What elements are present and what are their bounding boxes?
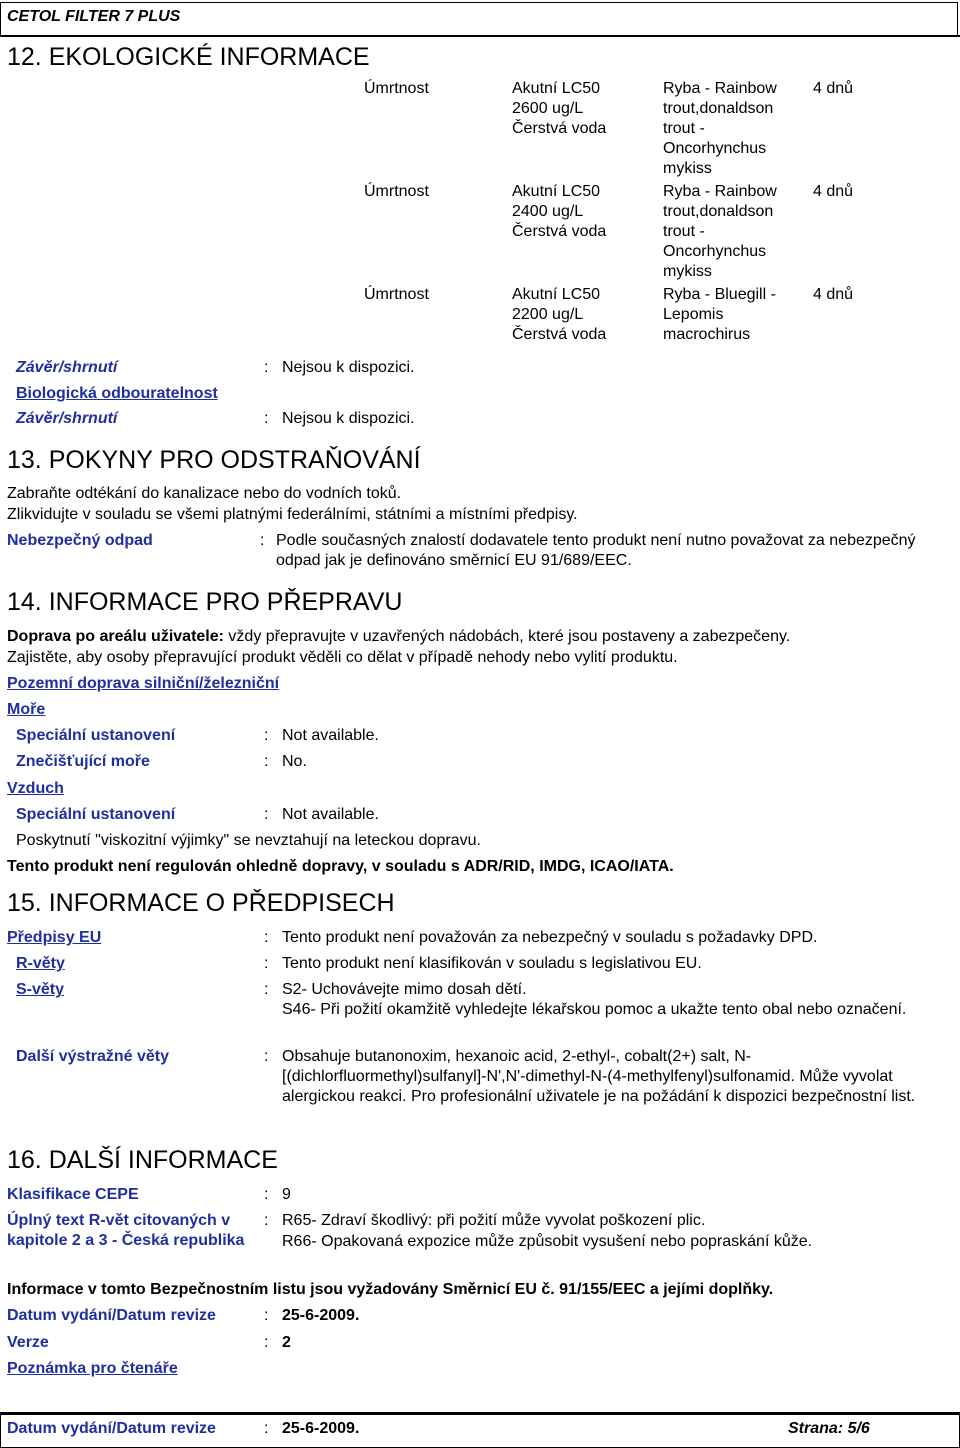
sea-special-value: Not available. — [282, 727, 379, 744]
footer-page-number: Strana: 5/6 — [788, 1420, 870, 1437]
tox-species: Ryba - Bluegill - Lepomis macrochirus — [663, 286, 776, 343]
colon: : — [264, 1420, 269, 1437]
tox-test: Akutní LC50 2600 ug/L Čerstvá voda — [512, 80, 607, 137]
conclusion-label-2: Závěr/shrnutí — [16, 410, 118, 427]
colon: : — [264, 955, 269, 972]
tox-duration: 4 dnů — [813, 183, 854, 200]
s-phrases-link[interactable]: S-věty — [16, 981, 65, 998]
colon: : — [264, 1334, 269, 1351]
hazardous-waste-label: Nebezpečný odpad — [7, 532, 153, 549]
r66-text: R66- Opakovaná expozice může způsobit vysušení nebo popraskání kůže. — [282, 1233, 813, 1250]
air-link[interactable]: Vzduch — [7, 780, 64, 797]
colon: : — [264, 727, 269, 744]
colon: : — [260, 532, 265, 549]
section-15-heading: 15. INFORMACE O PŘEDPISECH — [7, 889, 395, 917]
r-phrases-link[interactable]: R-věty — [16, 955, 65, 972]
colon: : — [264, 929, 269, 946]
section-13-heading: 13. POKYNY PRO ODSTRAŇOVÁNÍ — [7, 446, 421, 474]
sea-special-label: Speciální ustanovení — [16, 727, 176, 744]
footer-date-value: 25-6-2009. — [282, 1420, 360, 1437]
s-phrase-s2: S2- Uchovávejte mimo dosah dětí. — [282, 981, 527, 998]
transport-line-2: Zajistěte, aby osoby přepravující produkt věděli co dělat v případě nehody nebo vylití produktu. — [7, 649, 678, 666]
tox-effect: Úmrtnost — [364, 80, 429, 97]
transport-user-premises — [7, 627, 790, 647]
not-regulated-note: Tento produkt není regulován ohledně dopravy, v souladu s ADR/RID, IMDG, ICAO/IATA. — [7, 858, 674, 875]
air-note: Poskytnutí "viskozitní výjimky" se nevztahují na leteckou dopravu. — [16, 832, 481, 849]
cepe-label: Klasifikace CEPE — [7, 1186, 139, 1203]
transport-rest: vždy přepravujte v uzavřených nádobách, které jsou postaveny a zabezpečeny. — [223, 628, 791, 645]
reader-note-link[interactable]: Poznámka pro čtenáře — [7, 1360, 178, 1377]
r65-text: R65- Zdraví škodlivý: při požití může vyvolat poškození plic. — [282, 1212, 706, 1229]
hazardous-waste-value: Podle současných znalostí dodavatele tento produkt není nutno považovat za nebezpečný odpad jak je definováno směrnicí EU 91/689/EEC. — [276, 532, 916, 569]
tox-test: Akutní LC50 2200 ug/L Čerstvá voda — [512, 286, 607, 343]
cepe-value: 9 — [282, 1186, 291, 1203]
r-phrases-value: Tento produkt není klasifikován v souladu s legislativou EU. — [282, 955, 702, 972]
tox-duration: 4 dnů — [813, 80, 854, 97]
eu-regulations-value: Tento produkt není považován za nebezpečný v souladu s požadavky DPD. — [282, 929, 818, 946]
colon: : — [264, 1186, 269, 1203]
issue-date-value: 25-6-2009. — [282, 1307, 360, 1324]
tox-effect: Úmrtnost — [364, 183, 429, 200]
colon: : — [264, 806, 269, 823]
conclusion-value: Nejsou k dispozici. — [282, 359, 415, 376]
tox-species: Ryba - Rainbow trout,donaldson trout - Oncorhynchus mykiss — [663, 183, 777, 280]
conclusion-label: Závěr/shrnutí — [16, 359, 118, 376]
section-14-heading: 14. INFORMACE PRO PŘEPRAVU — [7, 588, 403, 616]
directive-info: Informace v tomto Bezpečnostním listu jsou vyžadovány Směrnicí EU č. 91/155/EEC a jejími doplňky. — [7, 1281, 774, 1298]
additional-warnings-label: Další výstražné věty — [16, 1048, 169, 1065]
s-phrase-s46: S46- Při požití okamžitě vyhledejte lékařskou pomoc a ukažte tento obal nebo označení. — [282, 1001, 907, 1018]
marine-pollutant-label: Znečišťující moře — [16, 753, 150, 770]
conclusion-value-2: Nejsou k dispozici. — [282, 410, 415, 427]
tox-effect: Úmrtnost — [364, 286, 429, 303]
air-special-label: Speciální ustanovení — [16, 806, 176, 823]
colon: : — [264, 410, 269, 427]
disposal-line-1: Zabraňte odtékání do kanalizace nebo do vodních toků. — [7, 485, 402, 502]
section-16-heading: 16. DALŠÍ INFORMACE — [7, 1146, 278, 1174]
disposal-line-2: Zlikvidujte v souladu se všemi platnými federálními, státními a místními předpisy. — [7, 506, 578, 523]
air-special-value: Not available. — [282, 806, 379, 823]
header-rule — [0, 35, 960, 37]
colon: : — [264, 359, 269, 376]
r-text-label: Úplný text R-vět citovaných v kapitole 2 a 3 - Česká republika — [7, 1212, 245, 1249]
transport-bold-lead: Doprava po areálu uživatele: — [7, 628, 224, 645]
section-12-heading: 12. EKOLOGICKÉ INFORMACE — [7, 43, 370, 71]
tox-duration: 4 dnů — [813, 286, 854, 303]
biodegradability-link[interactable]: Biologická odbouratelnost — [16, 385, 218, 402]
road-rail-link[interactable]: Pozemní doprava silniční/železniční — [7, 675, 280, 692]
colon: : — [264, 1048, 269, 1065]
tox-test: Akutní LC50 2400 ug/L Čerstvá voda — [512, 183, 607, 240]
colon: : — [264, 1307, 269, 1324]
version-value: 2 — [282, 1334, 291, 1351]
colon: : — [264, 753, 269, 770]
version-label: Verze — [7, 1334, 49, 1351]
colon: : — [264, 981, 269, 998]
colon: : — [264, 1212, 269, 1229]
tox-species: Ryba - Rainbow trout,donaldson trout - Oncorhynchus mykiss — [663, 80, 777, 177]
marine-pollutant-value: No. — [282, 753, 307, 770]
sea-link[interactable]: Moře — [7, 701, 46, 718]
document-title: CETOL FILTER 7 PLUS — [7, 8, 181, 25]
eu-regulations-link[interactable]: Předpisy EU — [7, 929, 102, 946]
issue-date-label: Datum vydání/Datum revize — [7, 1307, 216, 1324]
additional-warnings-value: Obsahuje butanonoxim, hexanoic acid, 2-ethyl-, cobalt(2+) salt, N-[(dichlorfluormethyl)sulfanyl]-N',N'-dimethyl-N-(4-methylfenyl)sulfonamid. Může vyvolat alergickou reakci. Pro profesionální uživatele je na požádání k dispozici bezpečnostní list. — [282, 1048, 916, 1105]
footer-date-label: Datum vydání/Datum revize — [7, 1420, 216, 1437]
